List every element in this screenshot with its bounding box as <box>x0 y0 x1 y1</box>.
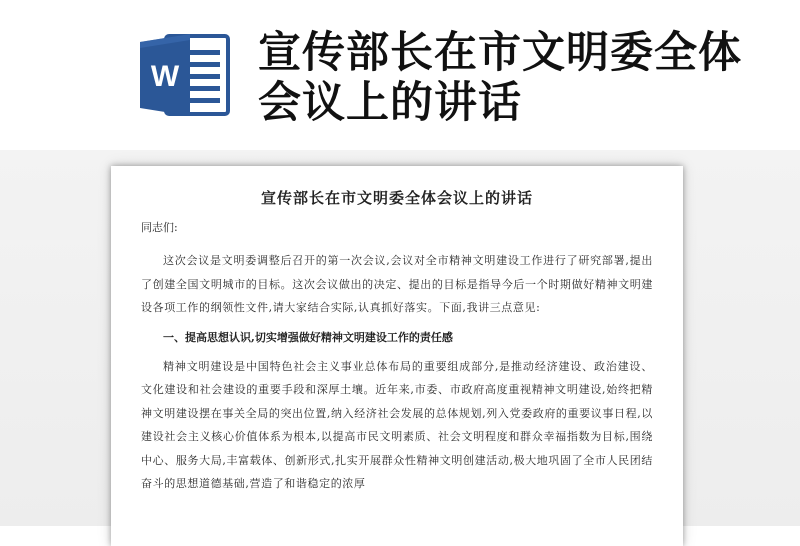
document-page <box>111 166 683 546</box>
document-paragraph-2: 精神文明建设是中国特色社会主义事业总体布局的重要组成部分,是推动经济建设、政治建设、文化建设和社会建设的重要手段和深厚土壤。近年来,市委、市政府高度重视精神文明建设,始终把精神文明建设摆在事关全局的突出位置,纳入经济社会发展的总体规划,列入党委政府的重要议事日程,以建设社会主义核心价值体系为根本,以提高市民文明素质、社会文明程度和群众幸福指数为目标,围绕中心、服务大局,丰富载体、创新形式,扎实开展群众性精神文明创建活动,极大地巩固了全市人民团结奋斗的思想道德基础,营造了和谐稳定的浓厚 <box>141 359 653 490</box>
banner-title: 宣传部长在市文明委全体会议上的讲话 <box>258 28 742 128</box>
document-salutation: 同志们: <box>141 221 178 234</box>
section-1-heading: 一、提高思想认识,切实增强做好精神文明建设工作的责任感 <box>163 330 453 344</box>
word-document-icon <box>136 30 232 120</box>
document-paragraph-1: 这次会议是文明委调整后召开的第一次会议,会议对全市精神文明建设工作进行了研究部署,提出了创建全国文明城市的目标。这次会议做出的决定、提出的目标是指导今后一个时期做好精神文明建设各项工作的纲领性文件,请大家结合实际,认真抓好落实。下面,我讲三点意见: <box>141 254 653 314</box>
document-title: 宣传部长在市文明委全体会议上的讲话 <box>260 189 533 207</box>
banner <box>0 0 800 150</box>
word-logo-letter: W <box>150 60 180 93</box>
